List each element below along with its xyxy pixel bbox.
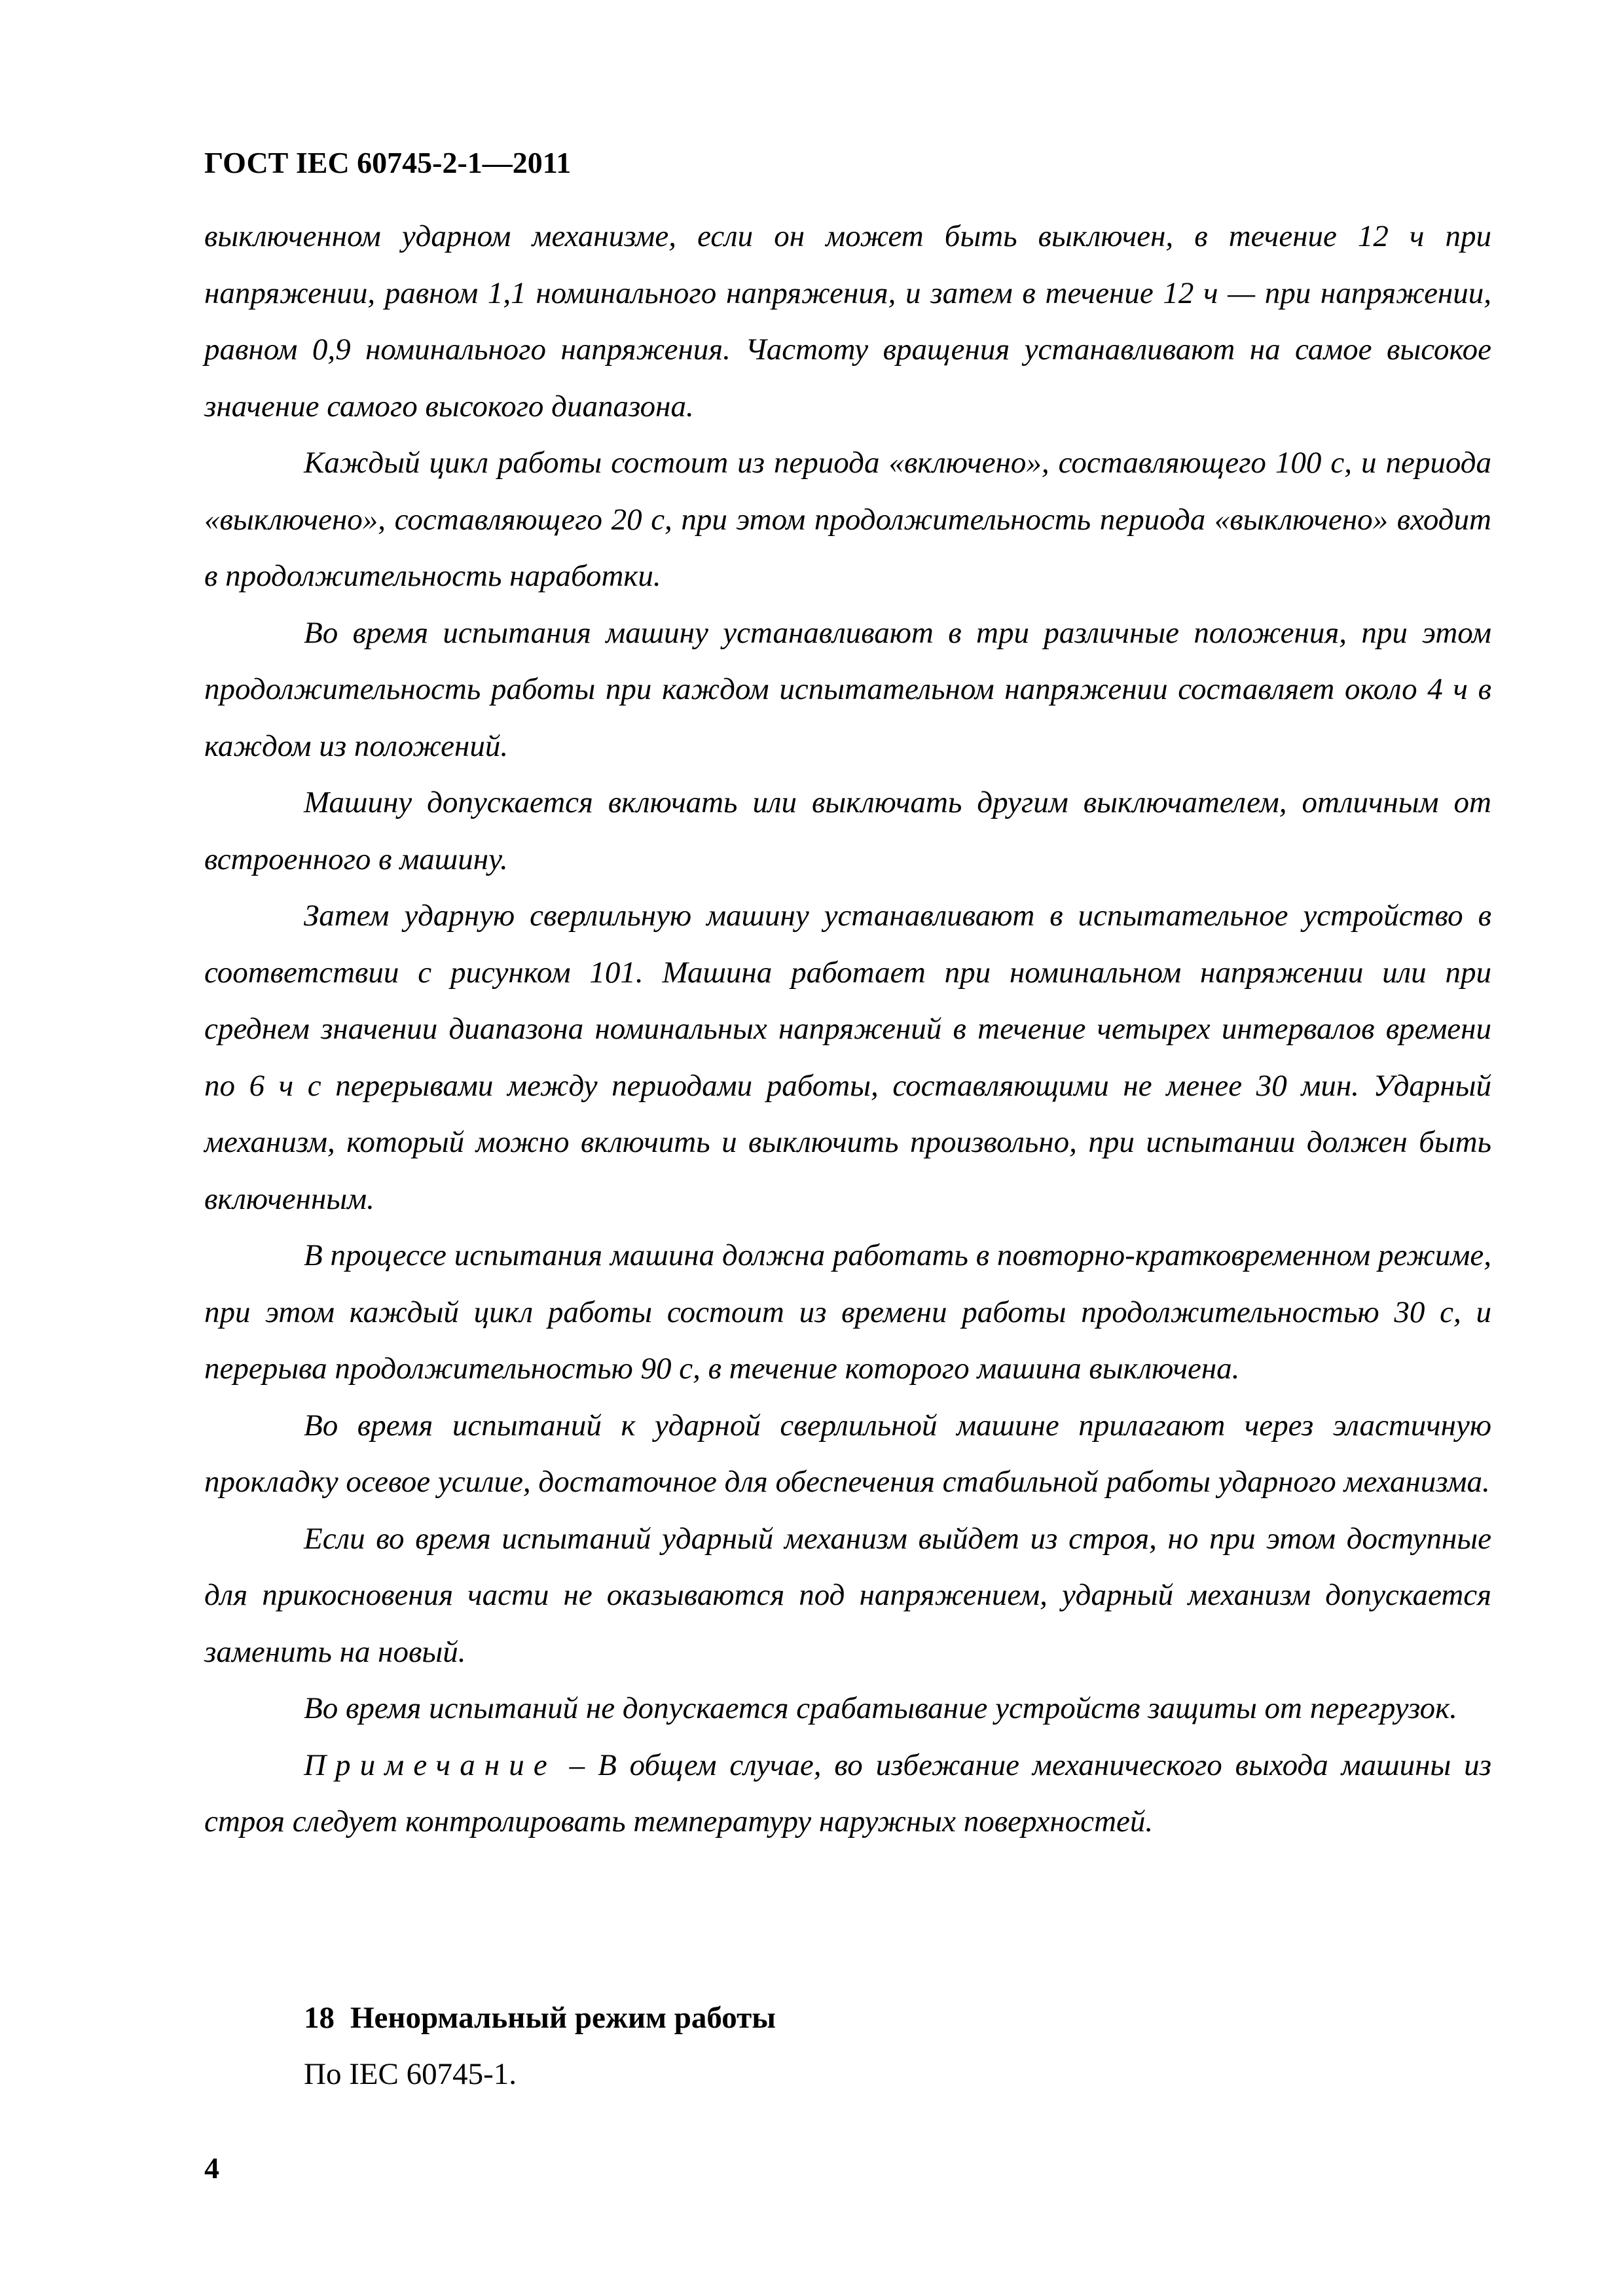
paragraph-axial-force: Во время испытаний к ударной сверлильной машине прилагают через эластичную прокладку осевое усилие, достаточное для обеспечения стабильной работы ударного механизма. — [204, 1408, 1491, 1499]
section-number: 18 — [304, 2001, 335, 2035]
paragraph-overload-protection: Во время испытаний не допускается срабатывание устройств защиты от перегрузок. — [304, 1691, 1457, 1725]
page-number: 4 — [204, 2151, 219, 2185]
note-label: Примечание — [304, 1748, 556, 1782]
paragraph-intermittent-mode: В процессе испытания машина должна работать в повторно-кратковременном режиме, при этом каждый цикл работы состоит из времени работы продолжительностью 30 с, и перерыва продолжительностью 90 с, в течение которого машина выключена. — [204, 1238, 1491, 1386]
paragraph-cycle: Каждый цикл работы состоит из периода «включено», составляющего 100 с, и периода «выключено», составляющего 20 с, при этом продолжительность периода «выключено» входит в продолжительность наработки. — [204, 446, 1491, 593]
paragraph-test-device: Затем ударную сверлильную машину устанавливают в испытательное устройство в соответствии с рисунком 101. Машина работает при номинальном напряжении или при среднем значении диапазона номинальных напряжений в течение четырех интервалов времени по 6 ч с перерывами между периодами работы, составляющими не менее 30 мин. Ударный механизм, который можно включить и выключить произвольно, при испытании должен быть включенным. — [204, 899, 1491, 1216]
note-text: – В общем случае, во избежание механического выхода машины из строя следует контролировать температуру наружных поверхностей. — [204, 1748, 1491, 1839]
note — [204, 1737, 1491, 1850]
section-title: Ненормальный режим работы — [350, 2001, 776, 2035]
section-text: По IEC 60745-1. — [304, 2057, 517, 2091]
paragraph-positions: Во время испытания машину устанавливают в три различные положения, при этом продолжительность работы при каждом испытательном напряжении составляет около 4 ч в каждом из положений. — [204, 615, 1491, 763]
paragraph-switch: Машину допускается включать или выключать другим выключателем, отличным от встроенного в машину. — [204, 785, 1491, 876]
section-heading — [304, 2003, 776, 2034]
paragraph-mechanism-failure: Если во время испытаний ударный механизм выйдет из строя, но при этом доступные для прикосновения части не оказываются под напряжением, ударный механизм допускается заменить на новый. — [204, 1521, 1491, 1669]
paragraph-continuation: выключенном ударном механизме, если он может быть выключен, в течение 12 ч при напряжении, равном 1,1 номинального напряжения, и затем в течение 12 ч — при напряжении, равном 0,9 номинального напряжения. Частоту вращения устанавливают на самое высокое значение самого высокого диапазона. — [204, 219, 1491, 423]
document-body — [204, 208, 1491, 1850]
document-header: ГОСТ IEC 60745-2-1—2011 — [204, 146, 572, 179]
